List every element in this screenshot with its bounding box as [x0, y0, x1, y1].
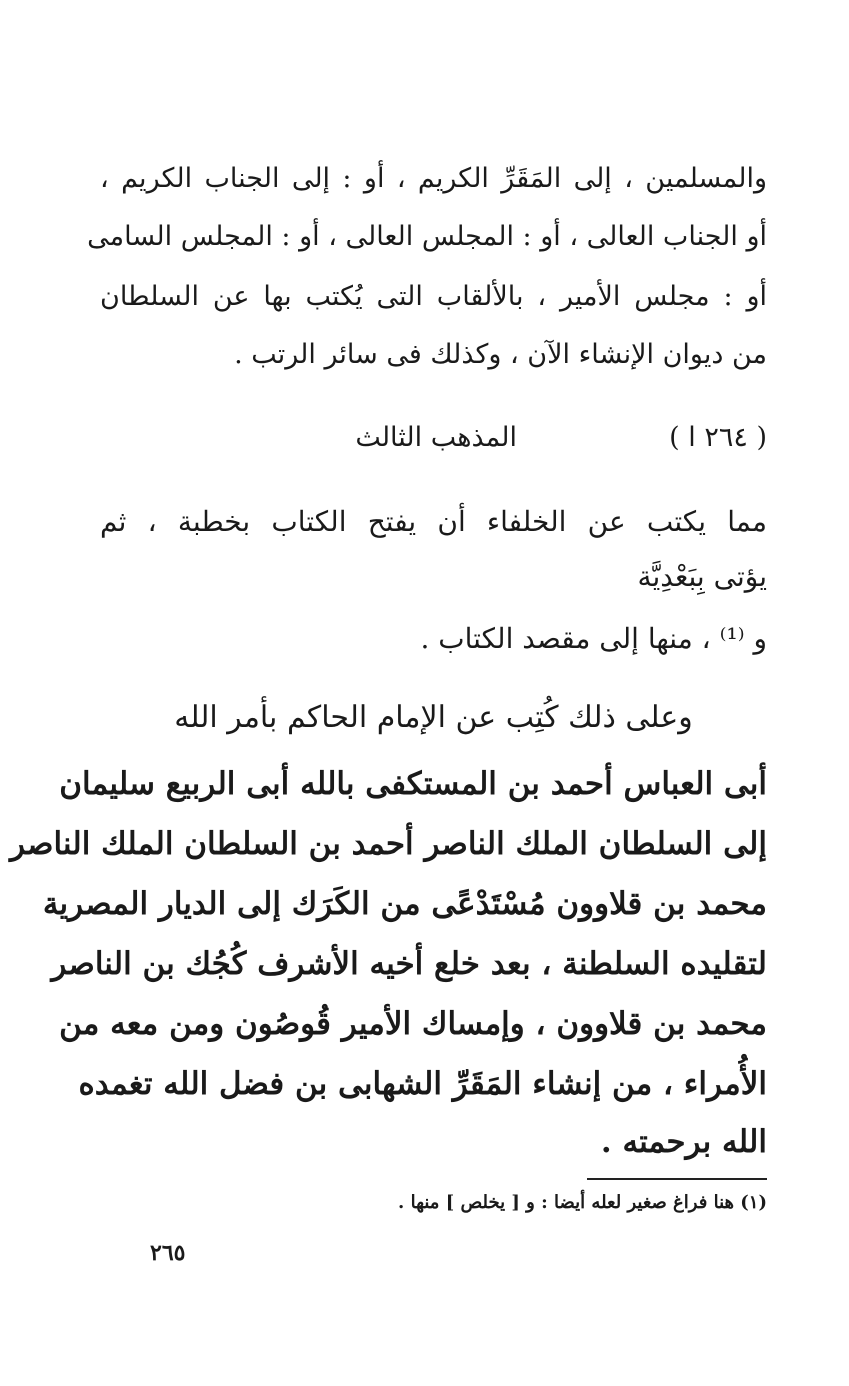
text-line: محمد بن قلاوون ، وإمساك الأمير قُوصُون ومن معه من [59, 1006, 767, 1042]
footnote: (١) هنا فراغ صغير لعله أيضا : و [ يخلص ] منها . [398, 1192, 767, 1213]
margin-reference: ( ٢٦٤ ا ) [669, 422, 767, 453]
text-line: الله برحمته . [600, 1124, 767, 1160]
text-line: و ⁽¹⁾ ، منها إلى مقصد الكتاب . [420, 622, 767, 655]
intro-line: وعلى ذلك كُتِب عن الإمام الحاكم بأمر الله [174, 700, 693, 735]
page-number: ٢٦٥ [150, 1240, 186, 1266]
text-line: إلى السلطان الملك الناصر أحمد بن السلطان الملك الناصر [10, 826, 767, 862]
text-line: الأُمراء ، من إنشاء المَقَرِّ الشهابى بن فضل الله تغمده [78, 1066, 767, 1102]
text-line: والمسلمين ، إلى المَقَرِّ الكريم ، أو : إلى الجناب الكريم ، [100, 163, 767, 194]
text-line: مما يكتب عن الخلفاء أن يفتح الكتاب بخطبة ، ثم [100, 505, 767, 538]
section-heading [300, 422, 767, 466]
text-line: محمد بن قلاوون مُسْتَدْعًى من الكَرَك إلى الديار المصرية [42, 886, 767, 922]
text-line: يؤتى بِبَعْدِيَّة [637, 560, 767, 593]
text-line: أبى العباس أحمد بن المستكفى بالله أبى الربيع سليمان [59, 766, 767, 802]
text-line: لتقليده السلطنة ، بعد خلع أخيه الأشرف كُجُك بن الناصر [51, 946, 767, 982]
section-title: المذهب الثالث [355, 422, 517, 453]
text-line: من ديوان الإنشاء الآن ، وكذلك فى سائر الرتب . [234, 339, 767, 370]
footnote-rule [587, 1178, 767, 1180]
text-line: أو الجناب العالى ، أو : المجلس العالى ، أو : المجلس السامى [87, 221, 767, 252]
text-line: أو : مجلس الأمير ، بالألقاب التى يُكتب بها عن السلطان [100, 281, 767, 312]
